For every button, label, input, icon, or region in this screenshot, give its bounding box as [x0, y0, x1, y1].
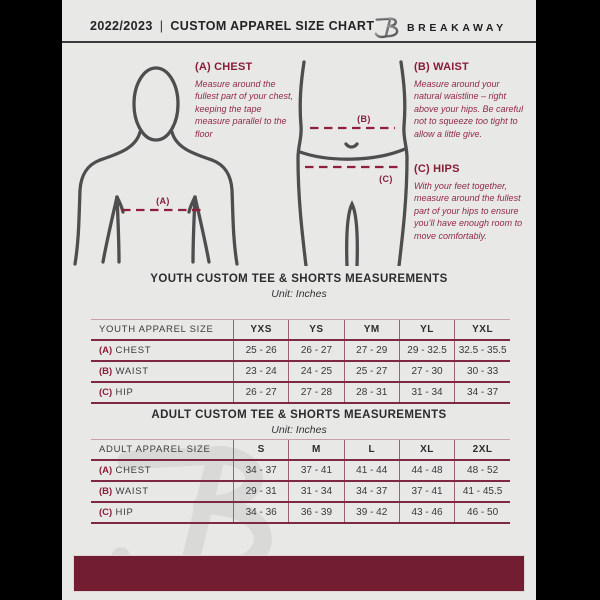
value-cell: 36 - 39 [289, 502, 344, 523]
value-cell: 24 - 25 [289, 361, 344, 382]
marker-a-label: (A) [156, 196, 170, 206]
value-cell: 32.5 - 35.5 [455, 340, 510, 361]
table-row [91, 460, 510, 481]
document-title [90, 19, 374, 33]
right-hip-leg-outline [399, 62, 407, 266]
row-key: (A) [99, 465, 113, 476]
value-cell: 25 - 27 [344, 361, 399, 382]
head-outline [134, 68, 178, 140]
table-header-row [91, 320, 510, 341]
row-label: WAIST [115, 366, 149, 377]
waist-guide-text: Measure around your natural waistline – right above your hips. Be careful not to squeeze too tight to allow a little give. [414, 79, 524, 139]
lower-body-diagram [290, 56, 415, 266]
chest-guide [195, 61, 295, 140]
value-cell: 26 - 27 [289, 340, 344, 361]
waist-guide [414, 61, 524, 140]
row-label-cell [91, 460, 234, 481]
left-hip-leg-outline [298, 62, 306, 266]
right-inner-arm-line [193, 197, 195, 262]
size-header-cell: YXL [455, 320, 510, 341]
value-cell: 34 - 37 [234, 460, 289, 481]
title-separator: | [159, 19, 164, 33]
hips-guide [414, 163, 528, 242]
title-label: CUSTOM APPAREL SIZE CHART [170, 19, 375, 33]
value-cell: 23 - 24 [234, 361, 289, 382]
table-row [91, 361, 510, 382]
youth-table-unit: Unit: Inches [271, 288, 327, 300]
size-header-cell: YL [399, 320, 454, 341]
value-cell: 30 - 33 [455, 361, 510, 382]
table-row [91, 481, 510, 502]
inner-leg-line [347, 204, 358, 266]
value-cell: 34 - 37 [344, 481, 399, 502]
size-header-cell: YM [344, 320, 399, 341]
adult-size-table [91, 439, 510, 524]
value-cell: 41 - 45.5 [455, 481, 510, 502]
value-cell: 25 - 26 [234, 340, 289, 361]
row-label: HIP [115, 387, 134, 398]
size-header-cell: XL [399, 440, 454, 461]
adult-table-unit: Unit: Inches [271, 424, 327, 436]
value-cell: 29 - 31 [234, 481, 289, 502]
value-cell: 29 - 32.5 [399, 340, 454, 361]
size-header-cell: S [234, 440, 289, 461]
row-label-cell [91, 382, 234, 403]
table-header-row [91, 440, 510, 461]
value-cell: 46 - 50 [455, 502, 510, 523]
edition-label: 2022/2023 [90, 19, 153, 33]
row-key: (B) [99, 366, 113, 377]
value-cell: 26 - 27 [234, 382, 289, 403]
value-cell: 34 - 36 [234, 502, 289, 523]
value-cell: 28 - 31 [344, 382, 399, 403]
table-row [91, 502, 510, 523]
footer-accent-bar [73, 555, 525, 592]
hip-crease-line [300, 149, 405, 159]
row-label: HIP [115, 507, 134, 518]
hips-guide-heading: (C) HIPS [414, 163, 460, 175]
row-label-cell [91, 502, 234, 523]
value-cell: 44 - 48 [399, 460, 454, 481]
marker-c-label: (C) [379, 174, 393, 184]
right-chest-side-line [195, 197, 209, 262]
row-label-cell [91, 340, 234, 361]
value-cell: 31 - 34 [289, 481, 344, 502]
brand-name: BREAKAWAY [407, 22, 507, 34]
row-key: (B) [99, 486, 113, 497]
value-cell: 43 - 46 [399, 502, 454, 523]
table-row [91, 340, 510, 361]
value-cell: 34 - 37 [455, 382, 510, 403]
row-label-cell: ADULT APPAREL SIZE [91, 440, 234, 461]
navel-line [346, 144, 357, 147]
size-header-cell: YXS [234, 320, 289, 341]
adult-table-title: ADULT CUSTOM TEE & SHORTS MEASUREMENTS [151, 409, 447, 421]
row-label-cell [91, 361, 234, 382]
row-label-cell [91, 481, 234, 502]
left-inner-arm-line [117, 197, 119, 262]
breakaway-logo-icon [374, 14, 402, 40]
size-header-cell: 2XL [455, 440, 510, 461]
size-header-cell: YS [289, 320, 344, 341]
row-label-cell: YOUTH APPAREL SIZE [91, 320, 234, 341]
value-cell: 27 - 29 [344, 340, 399, 361]
size-header-cell: M [289, 440, 344, 461]
value-cell: 41 - 44 [344, 460, 399, 481]
value-cell: 27 - 28 [289, 382, 344, 403]
header-divider [62, 41, 536, 43]
row-label: CHEST [115, 345, 152, 356]
hips-guide-text: With your feet together, measure around the fullest part of your hips to ensure you’ll have enough room to move comfortably. [414, 181, 523, 241]
value-cell: 37 - 41 [289, 460, 344, 481]
youth-size-table [91, 319, 510, 404]
value-cell: 27 - 30 [399, 361, 454, 382]
value-cell: 31 - 34 [399, 382, 454, 403]
size-header-cell: L [344, 440, 399, 461]
chest-guide-heading: (A) CHEST [195, 61, 253, 73]
chest-guide-text: Measure around the fullest part of your chest, keeping the tape measure parallel to the floor [195, 79, 294, 139]
value-cell: 48 - 52 [455, 460, 510, 481]
row-key: (C) [99, 387, 113, 398]
waist-guide-heading: (B) WAIST [414, 61, 469, 73]
row-key: (A) [99, 345, 113, 356]
row-label: CHEST [115, 465, 152, 476]
left-chest-side-line [103, 197, 117, 262]
youth-table-title: YOUTH CUSTOM TEE & SHORTS MEASUREMENTS [150, 273, 448, 285]
row-label: WAIST [115, 486, 149, 497]
value-cell: 37 - 41 [399, 481, 454, 502]
value-cell: 39 - 42 [344, 502, 399, 523]
row-key: (C) [99, 507, 113, 518]
size-chart-document [62, 0, 536, 600]
table-row [91, 382, 510, 403]
marker-b-label: (B) [357, 114, 371, 124]
